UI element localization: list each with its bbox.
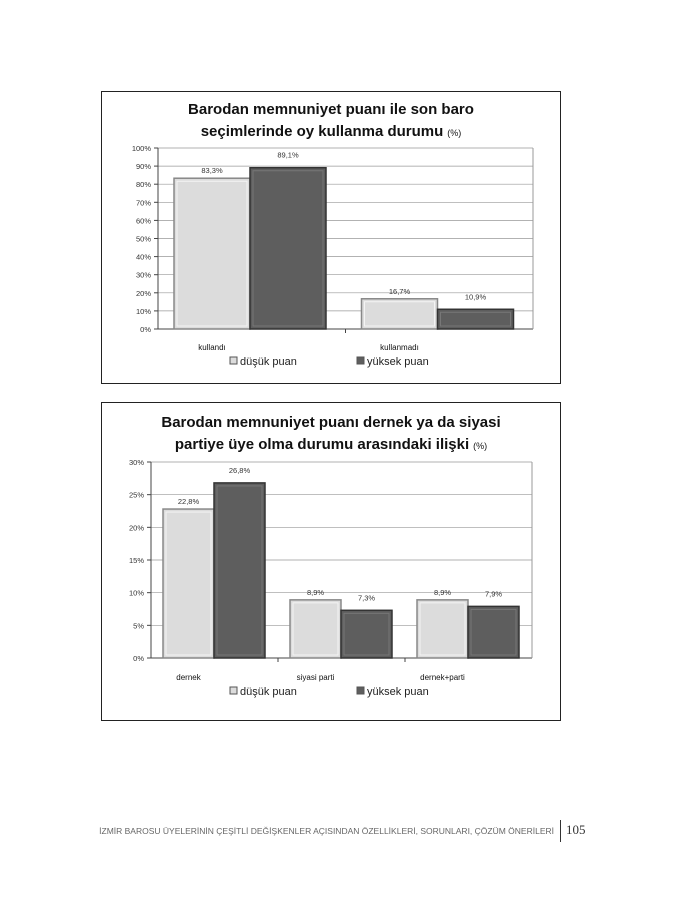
y-tick-label: 20% (128, 523, 144, 533)
y-tick-label: 25% (128, 490, 144, 500)
data-label: 10,9% (464, 292, 487, 302)
legend-swatch (230, 357, 237, 364)
footer-divider (560, 820, 561, 842)
data-label: 26,8% (228, 465, 251, 475)
y-tick-label: 10% (135, 306, 151, 316)
category-label: kullandı (198, 343, 226, 352)
y-tick-label: 40% (135, 252, 151, 262)
y-tick-label: 80% (135, 180, 151, 190)
category-label: kullanmadı (380, 343, 419, 352)
data-label: 8,9% (433, 587, 452, 597)
y-tick-label: 5% (133, 621, 144, 631)
legend-label: düşük puan (240, 686, 297, 698)
data-label: 8,9% (306, 587, 325, 597)
legend-swatch (230, 687, 237, 694)
y-tick-label: 0% (133, 654, 144, 663)
y-tick-label: 30% (128, 458, 144, 467)
chart-title-line1: Barodan memnuniyet puanı ile son baro (188, 101, 474, 118)
data-label: 16,7% (388, 286, 411, 296)
legend-label: yüksek puan (367, 356, 429, 368)
chart-title-unit: (%) (473, 441, 488, 451)
page-number: 105 (566, 822, 586, 837)
running-footer: İZMİR BAROSU ÜYELERİNİN ÇEŞİTLİ DEĞİŞKENLER AÇISINDAN ÖZELLİKLERİ, SORUNLARI, ÇÖZÜM ÖNERİLERİ (99, 826, 554, 836)
bar-dusuk-puan (163, 509, 214, 658)
legend-swatch (357, 687, 364, 694)
y-tick-label: 10% (128, 588, 144, 598)
y-tick-label: 15% (128, 556, 144, 565)
bar-dusuk-puan (290, 600, 341, 658)
bar-yuksek-puan (214, 483, 265, 658)
y-tick-label: 100% (131, 144, 151, 153)
data-label: 89,1% (277, 150, 299, 160)
bar-dusuk-puan (362, 299, 438, 329)
legend-label: düşük puan (240, 356, 297, 368)
chart-oy-kullanma (101, 91, 561, 384)
y-tick-label: 0% (140, 325, 151, 334)
bar-yuksek-puan (468, 606, 519, 658)
bar-yuksek-puan (250, 168, 326, 329)
data-label: 83,3% (201, 166, 223, 176)
chart-svg (102, 92, 560, 383)
y-tick-label: 20% (135, 288, 151, 298)
y-tick-label: 60% (135, 216, 151, 226)
category-label: dernek+parti (420, 673, 465, 682)
category-label: dernek (176, 673, 201, 682)
data-label: 7,3% (357, 593, 376, 603)
data-label: 7,9% (484, 589, 503, 599)
legend-label: yüksek puan (367, 686, 429, 698)
category-label: siyasi parti (296, 673, 335, 682)
y-tick-label: 30% (135, 270, 151, 280)
legend-swatch (357, 357, 364, 364)
chart-title-line1: Barodan memnuniyet puanı dernek ya da siyasi (161, 414, 501, 431)
chart-svg (102, 403, 560, 720)
bar-dusuk-puan (417, 600, 468, 658)
data-label: 22,8% (177, 497, 200, 507)
y-tick-label: 90% (135, 162, 151, 172)
chart-title-unit: (%) (447, 128, 462, 138)
y-tick-label: 70% (135, 198, 151, 208)
y-tick-label: 50% (135, 234, 151, 244)
bar-dusuk-puan (174, 178, 250, 329)
bar-yuksek-puan (341, 610, 392, 658)
chart-title-line2: partiye üye olma durumu arasındaki ilişki (174, 436, 470, 453)
chart-title-line2: seçimlerinde oy kullanma durumu (200, 123, 444, 140)
chart-dernek-parti (101, 402, 561, 721)
